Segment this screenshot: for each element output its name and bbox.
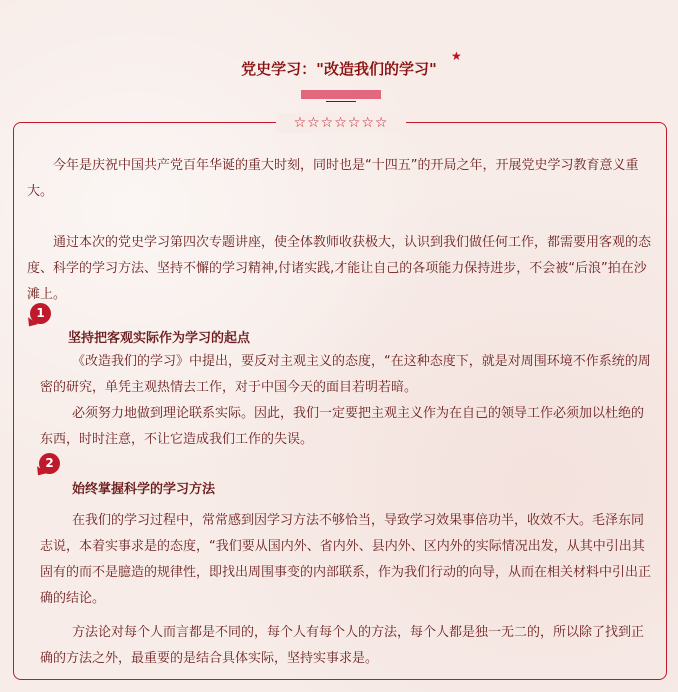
section-1-paragraph-1: 《改造我们的学习》中提出，要反对主观主义的态度，“在这种态度下，就是对周围环境不作系统的周密的研究，单凭主观热情去工作，对于中国今天的面目若明若暗。	[40, 354, 651, 395]
section-1-paragraph-2: 必须努力地做到理论联系实际。因此，我们一定要把主观主义作为在自己的领导工作必须加以杜绝的东西，时时注意，不让它造成我们工作的失误。	[40, 406, 645, 447]
section-2-paragraph-2: 方法论对每个人而言都是不同的，每个人有每个人的方法，每个人都是独一无二的，所以除了找到正确的方法之外，最重要的是结合具体实际，坚持实事求是。	[40, 625, 645, 666]
article-title: 党史学习："改造我们的学习"	[241, 60, 437, 78]
section-1-number-badge: 1	[30, 303, 51, 324]
section-1-heading: 坚持把客观实际作为学习的起点	[68, 331, 251, 346]
section-2-heading: 始终掌握科学的学习方法	[72, 482, 216, 497]
section-2-paragraph-1: 在我们的学习过程中，常常感到因学习方法不够恰当，导致学习效果事倍功半，收效不大。毛泽东同志说，本着实事求是的态度，“我们要从国内外、省内外、县内外、区内外的实际情况出发，从其中引出其固有的而不是臆造的规律性，即找出周围事变的内部联系，作为我们行动的向导，从而在相关材料中引出正确的结论。	[40, 513, 652, 606]
divider-stars-icon: ☆☆☆☆☆☆☆	[276, 113, 406, 133]
title-underline-dash	[326, 101, 356, 102]
intro-paragraph-1: 今年是庆祝中国共产党百年华诞的重大时刻，同时也是“十四五”的开局之年，开展党史学习教育意义重大。	[27, 158, 639, 199]
title-star-icon: ★	[451, 49, 462, 63]
section-2-number-badge: 2	[39, 453, 60, 474]
title-underline-bar	[301, 90, 381, 99]
intro-paragraph-2: 通过本次的党史学习第四次专题讲座，使全体教师收获极大，认识到我们做任何工作，都需要用客观的态度、科学的学习方法、坚持不懈的学习精神,付诸实践,才能让自己的各项能力保持进步，不会被“后浪”拍在沙滩上。	[27, 235, 652, 302]
